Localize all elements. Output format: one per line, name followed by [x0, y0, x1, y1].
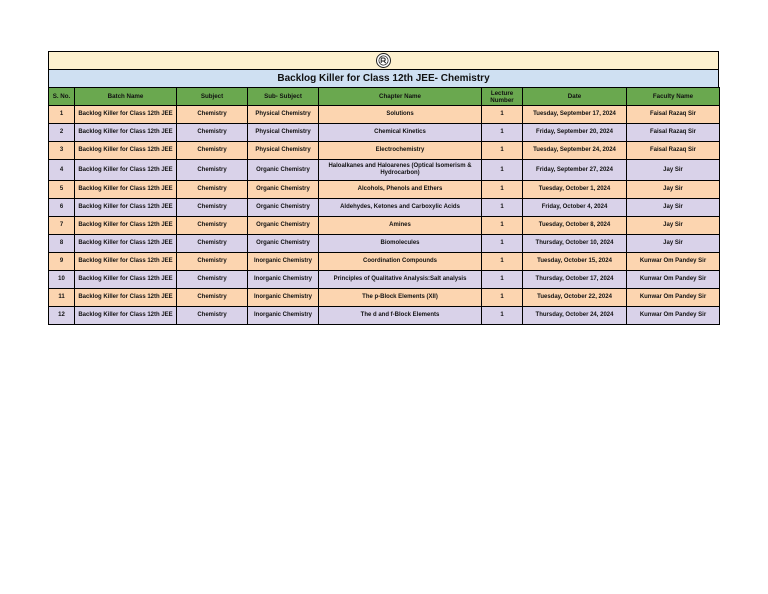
header-col-lecture-number: Lecture Number: [482, 88, 523, 106]
cell-col-lecture-number: 1: [482, 142, 523, 160]
header-col-batch-name: Batch Name: [75, 88, 177, 106]
cell-col-sno: 12: [49, 307, 75, 325]
cell-col-chapter-name: Electrochemistry: [319, 142, 482, 160]
cell-col-faculty-name: Faisal Razaq Sir: [627, 106, 720, 124]
cell-col-date: Friday, September 20, 2024: [523, 124, 627, 142]
table-row: [49, 181, 720, 199]
table-row: [49, 217, 720, 235]
cell-col-sub-subject: Inorganic Chemistry: [248, 253, 319, 271]
cell-col-lecture-number: 1: [482, 106, 523, 124]
cell-col-sno: 6: [49, 199, 75, 217]
table-row: [49, 199, 720, 217]
cell-col-sub-subject: Organic Chemistry: [248, 160, 319, 181]
cell-col-batch-name: Backlog Killer for Class 12th JEE: [75, 235, 177, 253]
cell-col-subject: Chemistry: [177, 181, 248, 199]
cell-col-date: Friday, September 27, 2024: [523, 160, 627, 181]
cell-col-sub-subject: Organic Chemistry: [248, 181, 319, 199]
table-row: [49, 253, 720, 271]
header-col-faculty-name: Faculty Name: [627, 88, 720, 106]
table-row: [49, 271, 720, 289]
cell-col-sno: 7: [49, 217, 75, 235]
cell-col-subject: Chemistry: [177, 124, 248, 142]
cell-col-chapter-name: Chemical Kinetics: [319, 124, 482, 142]
table-body: [49, 106, 720, 325]
header-col-sno: S. No.: [49, 88, 75, 106]
cell-col-sub-subject: Physical Chemistry: [248, 106, 319, 124]
cell-col-batch-name: Backlog Killer for Class 12th JEE: [75, 160, 177, 181]
cell-col-date: Thursday, October 10, 2024: [523, 235, 627, 253]
cell-col-faculty-name: Faisal Razaq Sir: [627, 142, 720, 160]
cell-col-lecture-number: 1: [482, 124, 523, 142]
cell-col-batch-name: Backlog Killer for Class 12th JEE: [75, 271, 177, 289]
cell-col-batch-name: Backlog Killer for Class 12th JEE: [75, 253, 177, 271]
cell-col-date: Tuesday, October 8, 2024: [523, 217, 627, 235]
cell-col-lecture-number: 1: [482, 181, 523, 199]
cell-col-faculty-name: Kunwar Om Pandey Sir: [627, 307, 720, 325]
cell-col-batch-name: Backlog Killer for Class 12th JEE: [75, 199, 177, 217]
cell-col-sno: 3: [49, 142, 75, 160]
schedule-sheet: [48, 51, 719, 325]
cell-col-lecture-number: 1: [482, 253, 523, 271]
table-header-row: [49, 88, 720, 106]
cell-col-lecture-number: 1: [482, 289, 523, 307]
cell-col-subject: Chemistry: [177, 289, 248, 307]
cell-col-chapter-name: Haloalkanes and Haloarenes (Optical Isomerism & Hydrocarbon): [319, 160, 482, 181]
cell-col-lecture-number: 1: [482, 235, 523, 253]
cell-col-date: Tuesday, October 1, 2024: [523, 181, 627, 199]
cell-col-chapter-name: Solutions: [319, 106, 482, 124]
cell-col-sub-subject: Inorganic Chemistry: [248, 271, 319, 289]
cell-col-subject: Chemistry: [177, 199, 248, 217]
cell-col-sno: 11: [49, 289, 75, 307]
table-row: [49, 289, 720, 307]
cell-col-lecture-number: 1: [482, 160, 523, 181]
cell-col-sno: 8: [49, 235, 75, 253]
table-row: [49, 307, 720, 325]
cell-col-subject: Chemistry: [177, 142, 248, 160]
cell-col-date: Friday, October 4, 2024: [523, 199, 627, 217]
schedule-table: [48, 87, 720, 325]
cell-col-sno: 5: [49, 181, 75, 199]
cell-col-sno: 2: [49, 124, 75, 142]
cell-col-chapter-name: Amines: [319, 217, 482, 235]
cell-col-faculty-name: Kunwar Om Pandey Sir: [627, 271, 720, 289]
cell-col-sub-subject: Inorganic Chemistry: [248, 289, 319, 307]
cell-col-subject: Chemistry: [177, 160, 248, 181]
cell-col-sno: 1: [49, 106, 75, 124]
cell-col-batch-name: Backlog Killer for Class 12th JEE: [75, 217, 177, 235]
cell-col-sno: 4: [49, 160, 75, 181]
cell-col-lecture-number: 1: [482, 217, 523, 235]
header-col-chapter-name: Chapter Name: [319, 88, 482, 106]
cell-col-faculty-name: Faisal Razaq Sir: [627, 124, 720, 142]
table-row: [49, 142, 720, 160]
cell-col-subject: Chemistry: [177, 106, 248, 124]
table-row: [49, 106, 720, 124]
cell-col-date: Thursday, October 24, 2024: [523, 307, 627, 325]
cell-col-batch-name: Backlog Killer for Class 12th JEE: [75, 181, 177, 199]
cell-col-lecture-number: 1: [482, 307, 523, 325]
cell-col-chapter-name: The d and f-Block Elements: [319, 307, 482, 325]
cell-col-batch-name: Backlog Killer for Class 12th JEE: [75, 289, 177, 307]
cell-col-subject: Chemistry: [177, 271, 248, 289]
cell-col-sno: 9: [49, 253, 75, 271]
cell-col-chapter-name: Alcohols, Phenols and Ethers: [319, 181, 482, 199]
cell-col-sub-subject: Physical Chemistry: [248, 142, 319, 160]
cell-col-date: Tuesday, October 22, 2024: [523, 289, 627, 307]
cell-col-date: Tuesday, September 24, 2024: [523, 142, 627, 160]
cell-col-batch-name: Backlog Killer for Class 12th JEE: [75, 124, 177, 142]
cell-col-chapter-name: Biomolecules: [319, 235, 482, 253]
cell-col-sub-subject: Organic Chemistry: [248, 235, 319, 253]
cell-col-chapter-name: Coordination Compounds: [319, 253, 482, 271]
cell-col-lecture-number: 1: [482, 199, 523, 217]
cell-col-sub-subject: Physical Chemistry: [248, 124, 319, 142]
cell-col-chapter-name: Aldehydes, Ketones and Carboxylic Acids: [319, 199, 482, 217]
cell-col-subject: Chemistry: [177, 307, 248, 325]
cell-col-subject: Chemistry: [177, 217, 248, 235]
header-col-date: Date: [523, 88, 627, 106]
cell-col-lecture-number: 1: [482, 271, 523, 289]
header-col-subject: Subject: [177, 88, 248, 106]
table-row: [49, 124, 720, 142]
cell-col-sub-subject: Inorganic Chemistry: [248, 307, 319, 325]
cell-col-date: Thursday, October 17, 2024: [523, 271, 627, 289]
brand-logo-icon: [376, 53, 391, 68]
table-row: [49, 235, 720, 253]
cell-col-batch-name: Backlog Killer for Class 12th JEE: [75, 307, 177, 325]
cell-col-sub-subject: Organic Chemistry: [248, 199, 319, 217]
cell-col-faculty-name: Jay Sir: [627, 235, 720, 253]
cell-col-faculty-name: Kunwar Om Pandey Sir: [627, 289, 720, 307]
cell-col-subject: Chemistry: [177, 235, 248, 253]
cell-col-chapter-name: Principles of Qualitative Analysis:Salt analysis: [319, 271, 482, 289]
cell-col-batch-name: Backlog Killer for Class 12th JEE: [75, 106, 177, 124]
cell-col-batch-name: Backlog Killer for Class 12th JEE: [75, 142, 177, 160]
cell-col-sub-subject: Organic Chemistry: [248, 217, 319, 235]
cell-col-faculty-name: Jay Sir: [627, 160, 720, 181]
cell-col-chapter-name: The p-Block Elements (XII): [319, 289, 482, 307]
cell-col-subject: Chemistry: [177, 253, 248, 271]
cell-col-date: Tuesday, September 17, 2024: [523, 106, 627, 124]
cell-col-faculty-name: Jay Sir: [627, 199, 720, 217]
header-col-sub-subject: Sub- Subject: [248, 88, 319, 106]
cell-col-date: Tuesday, October 15, 2024: [523, 253, 627, 271]
cell-col-faculty-name: Jay Sir: [627, 181, 720, 199]
logo-row: [48, 51, 719, 69]
cell-col-faculty-name: Jay Sir: [627, 217, 720, 235]
cell-col-sno: 10: [49, 271, 75, 289]
sheet-title: Backlog Killer for Class 12th JEE- Chemistry: [48, 69, 719, 87]
cell-col-faculty-name: Kunwar Om Pandey Sir: [627, 253, 720, 271]
table-row: [49, 160, 720, 181]
